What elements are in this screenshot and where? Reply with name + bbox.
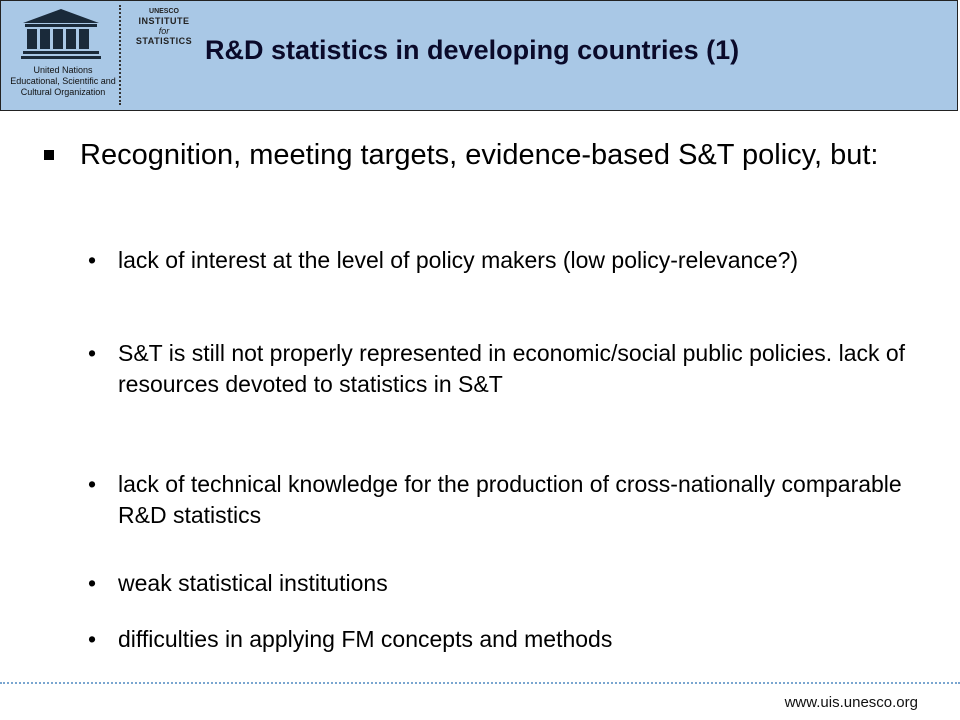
footer-divider [0,682,960,684]
main-bullet-text: Recognition, meeting targets, evidence-based S&T policy, but: [80,139,879,171]
bullet-dot-icon: • [88,247,97,273]
uis-logo-line-2: INSTITUTE [138,16,190,26]
square-bullet-icon [44,150,54,160]
footer-url[interactable]: www.uis.unesco.org [784,694,918,711]
sub-bullet-text: difficulties in applying FM concepts and methods [118,626,613,652]
uis-logo-line-4: STATISTICS [135,36,193,46]
bullet-dot-icon: • [88,626,97,652]
bullet-dot-icon: • [88,340,97,366]
org-line-2: Educational, Scientific and [10,76,116,86]
sub-bullet [88,245,908,276]
unesco-temple-icon [19,7,103,61]
slide-header [0,0,958,111]
sub-bullet [88,568,908,599]
uis-logo-line-3: for [158,26,170,36]
sub-bullet [88,338,908,400]
slide-title: R&D statistics in developing countries (1) [205,35,740,65]
sub-bullet-text: lack of technical knowledge for the production of cross-nationally comparable R&D statistics [118,471,902,528]
unesco-org-name [9,65,117,98]
sub-bullet-text: lack of interest at the level of policy makers (low policy-relevance?) [118,247,799,273]
logo-divider [119,5,121,105]
unesco-logo [9,7,121,103]
uis-logo-line-1: UNESCO [149,8,179,15]
bullet-dot-icon: • [88,570,97,596]
org-line-1: United Nations [33,65,93,75]
sub-bullet-text: weak statistical institutions [118,570,388,596]
org-line-3: Cultural Organization [20,87,106,97]
sub-bullet-text: S&T is still not properly represented in economic/social public policies. lack of resources devoted to statistics in S&T [118,340,906,397]
sub-bullet [88,624,908,655]
bullet-dot-icon: • [88,471,97,497]
main-bullet [44,136,924,174]
sub-bullet [88,469,908,531]
uis-logo [129,7,199,61]
